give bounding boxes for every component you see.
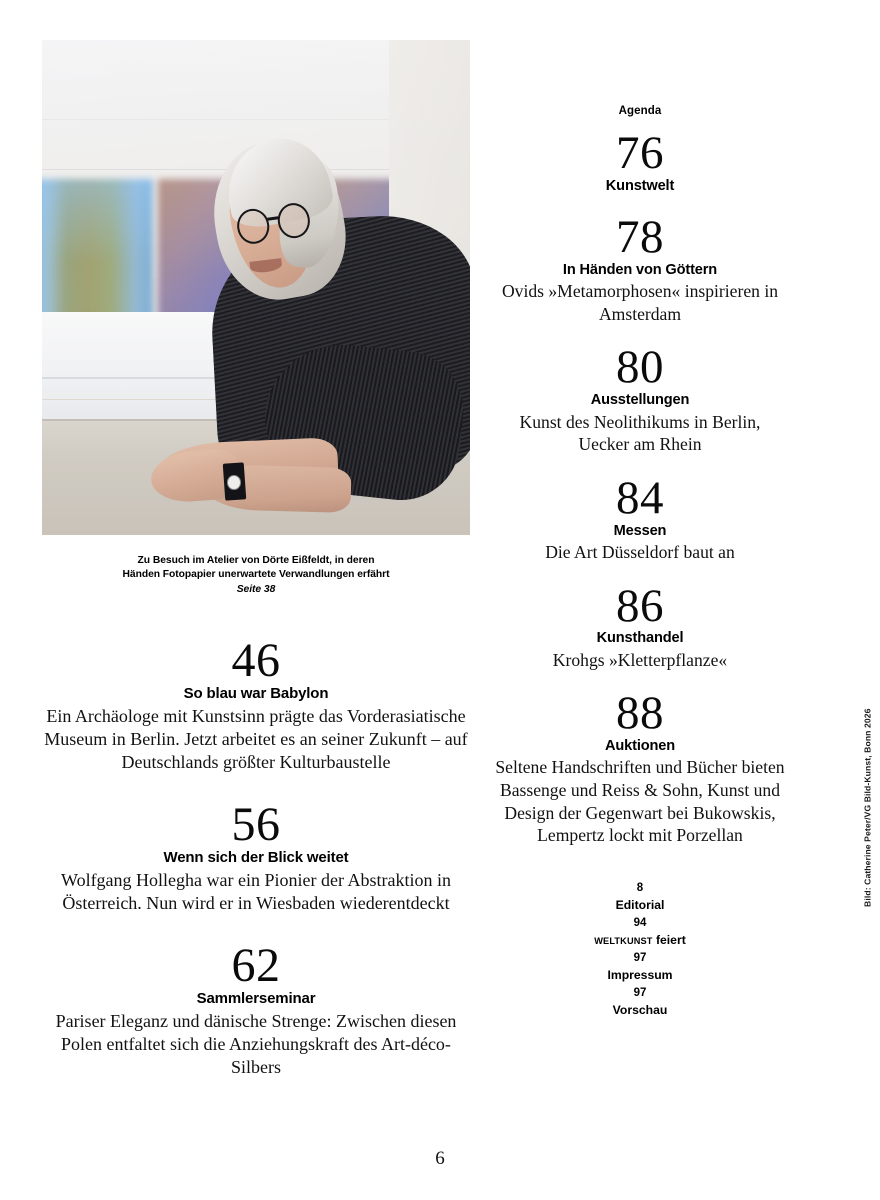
short-entry-label: Editorial	[615, 897, 665, 912]
entry-page-number: 46	[231, 634, 281, 687]
toc-entry[interactable]	[495, 471, 785, 564]
entry-title: Messen	[613, 522, 667, 539]
toc-entry[interactable]	[42, 941, 470, 1079]
entry-page-number: 76	[616, 127, 664, 179]
short-entry-label-text: feiert	[655, 932, 686, 947]
entry-title: Kunsthandel	[596, 630, 684, 647]
short-entry[interactable]	[495, 881, 785, 913]
photo-credit: Bild: Catherine Peter/VG Bild-Kunst, Bonn 2026	[862, 708, 872, 907]
entry-page-number: 86	[616, 579, 664, 632]
short-entry[interactable]	[495, 986, 785, 1018]
entry-title: Wenn sich der Blick weitet	[163, 849, 349, 867]
features-column	[42, 636, 470, 1106]
entry-page-number: 62	[231, 939, 281, 993]
short-entry-label: Vorschau	[612, 1002, 668, 1017]
toc-entry[interactable]	[495, 579, 785, 672]
short-entry-page-number: 97	[633, 987, 647, 1000]
photo-caption	[42, 554, 470, 598]
entry-title: Kunstwelt	[605, 177, 675, 194]
entry-description: Krohgs »Kletterpflanze«	[552, 649, 728, 670]
agenda-section-label: Agenda	[618, 105, 662, 117]
toc-entry[interactable]	[495, 689, 785, 847]
brand-name: WELTKUNST	[594, 935, 653, 946]
entry-page-number: 88	[616, 687, 664, 740]
entry-description: Pariser Eleganz und dänische Strenge: Zwischen diesen Polen entfaltet sich die Anziehungskraft des Art-déco-Silbers	[55, 1010, 457, 1078]
entry-title: In Händen von Göttern	[562, 261, 718, 278]
short-entry-label: Impressum	[607, 967, 673, 982]
entry-description: Seltene Handschriften und Bücher bieten Bassenge und Reiss & Sohn, Kunst und Design der Gegenwart bei Bukowskis, Lempertz lockt mit Porzellan	[495, 757, 785, 846]
entry-description: Ein Archäologe mit Kunstsinn prägte das Vorderasiatische Museum in Berlin. Jetzt arbeitet es an seiner Zukunft – auf Deutschlands größter Kulturbaustelle	[44, 705, 468, 773]
short-entry[interactable]	[495, 916, 785, 948]
caption-line-1: Zu Besuch im Atelier von Dörte Eißfeldt, in deren	[137, 555, 375, 566]
eyeglass-lens-left	[235, 207, 272, 246]
entry-page-number: 80	[616, 341, 664, 394]
toc-entry[interactable]	[495, 213, 785, 325]
editorial-photograph	[42, 40, 470, 535]
short-entry-page-number: 8	[636, 882, 644, 895]
entry-description: Kunst des Neolithikums in Berlin, Uecker am Rhein	[519, 411, 761, 455]
entry-description: Die Art Düsseldorf baut an	[545, 541, 735, 562]
toc-entry[interactable]	[495, 343, 785, 455]
short-entry-page-number: 94	[633, 917, 647, 930]
entry-title: Sammlerseminar	[196, 990, 316, 1008]
entry-page-number: 78	[616, 211, 664, 264]
agenda-column	[495, 105, 785, 1021]
short-entries-list	[495, 881, 785, 1018]
eyeglass-bridge	[266, 216, 278, 220]
entry-description: Wolfgang Hollegha war ein Pionier der Abstraktion in Österreich. Nun wird er in Wiesbaden wiederentdeckt	[61, 869, 451, 914]
entry-title: Ausstellungen	[590, 392, 690, 409]
entry-description: Ovids »Metamorphosen« inspirieren in Amsterdam	[501, 281, 779, 324]
page-folio: 6	[435, 1148, 445, 1169]
toc-entry[interactable]	[42, 800, 470, 915]
entry-title: Auktionen	[605, 738, 675, 755]
toc-entry[interactable]	[42, 636, 470, 774]
entry-page-number: 84	[616, 471, 664, 524]
short-entry-page-number: 97	[633, 952, 647, 965]
eyeglass-lens-right	[275, 201, 312, 240]
caption-page-reference[interactable]: Seite 38	[236, 584, 276, 596]
entry-page-number: 56	[231, 798, 281, 852]
short-entry-label	[495, 932, 785, 948]
short-entry[interactable]	[495, 951, 785, 983]
entry-title: So blau war Babylon	[183, 684, 329, 702]
photo-figure	[42, 40, 470, 598]
toc-entry[interactable]	[495, 129, 785, 195]
caption-line-2: Händen Fotopapier unerwartete Verwandlungen erfährt	[122, 569, 390, 581]
